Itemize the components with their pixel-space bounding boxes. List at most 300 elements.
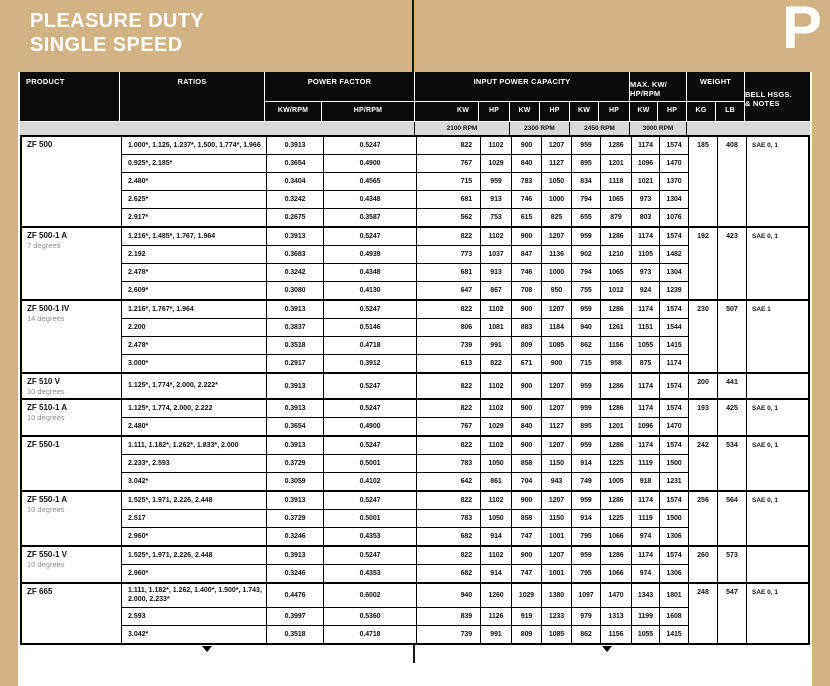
hp-per-rpm-cell: 0.5247	[324, 492, 416, 509]
power-value-cell: 883	[512, 319, 541, 336]
power-value-cell: 1207	[542, 374, 571, 398]
power-value-cell: 715	[417, 173, 480, 190]
hp-per-rpm-cell: 0.4353	[324, 565, 416, 582]
power-value-cell: 1207	[542, 547, 571, 564]
ratios-cell: 2.960*	[122, 565, 266, 582]
power-value-cell: 914	[572, 510, 600, 527]
ratios-cell: 1.125*, 1.774*, 2.000, 2.222*	[122, 374, 266, 398]
kw-per-rpm-cell: 0.3913	[267, 374, 323, 398]
power-value-cell: 1574	[660, 547, 688, 564]
ratios-cell: 1.000*, 1.125, 1.237*, 1.500, 1.774*, 1.966	[122, 137, 266, 154]
page-title-line2: SINGLE SPEED	[30, 34, 183, 56]
power-value-cell: 795	[572, 565, 600, 582]
weight-lb-cell: 507	[718, 301, 746, 372]
hp-per-rpm-cell: 0.4565	[324, 173, 416, 190]
power-value-cell: 959	[481, 173, 511, 190]
product-cell	[22, 228, 121, 299]
product-group	[22, 492, 808, 545]
product-cell	[22, 374, 121, 398]
product-cell	[22, 400, 121, 435]
weight-kg-cell: 248	[689, 584, 717, 643]
ratios-cell: 3.042*	[122, 473, 266, 490]
power-value-cell: 974	[632, 565, 659, 582]
power-value-cell: 773	[417, 246, 480, 263]
hp-per-rpm-cell: 0.6002	[324, 584, 416, 607]
power-value-cell: 1482	[660, 246, 688, 263]
power-value-cell: 1151	[632, 319, 659, 336]
ratios-cell: 2.478*	[122, 264, 266, 281]
hp-per-rpm-cell: 0.4900	[324, 155, 416, 172]
weight-lb-cell: 547	[718, 584, 746, 643]
subheader-hp: HP	[658, 102, 686, 121]
power-value-cell: 914	[572, 455, 600, 472]
power-value-cell: 1102	[481, 547, 511, 564]
hp-per-rpm-cell: 0.5247	[324, 374, 416, 398]
power-value-cell: 900	[512, 228, 541, 245]
product-group	[22, 228, 808, 299]
kw-per-rpm-cell: 0.2675	[267, 209, 323, 226]
hp-per-rpm-cell: 0.4718	[324, 337, 416, 354]
power-value-cell: 1199	[632, 608, 659, 625]
ratios-cell: 3.042*	[122, 626, 266, 643]
power-value-cell: 1801	[660, 584, 688, 607]
power-value-cell: 958	[601, 355, 631, 372]
power-value-cell: 1105	[632, 246, 659, 263]
power-value-cell: 1574	[660, 137, 688, 154]
kw-per-rpm-cell: 0.3913	[267, 492, 323, 509]
power-value-cell: 900	[512, 400, 541, 417]
power-value-cell: 991	[481, 626, 511, 643]
power-value-cell: 1085	[542, 337, 571, 354]
power-value-cell: 1500	[660, 455, 688, 472]
power-value-cell: 1174	[632, 137, 659, 154]
hp-per-rpm-cell: 0.5247	[324, 437, 416, 454]
power-value-cell: 822	[481, 355, 511, 372]
product-group	[22, 374, 808, 398]
continuation-arrow-left-icon	[202, 646, 212, 652]
power-value-cell: 1313	[601, 608, 631, 625]
power-value-cell: 1184	[542, 319, 571, 336]
power-value-cell: 1127	[542, 418, 571, 435]
power-value-cell: 900	[512, 547, 541, 564]
kw-per-rpm-cell: 0.3059	[267, 473, 323, 490]
subheader-kw: KW	[415, 102, 478, 121]
page-title	[30, 9, 204, 57]
kw-per-rpm-cell: 0.3837	[267, 319, 323, 336]
product-name: ZF 500-1 IV	[27, 304, 70, 313]
weight-lb-cell: 408	[718, 137, 746, 226]
power-value-cell: 822	[417, 547, 480, 564]
max-header-line1: MAX. KW/	[630, 80, 668, 89]
power-value-cell: 858	[512, 455, 541, 472]
power-value-cell: 919	[512, 608, 541, 625]
power-value-cell: 900	[512, 374, 541, 398]
power-value-cell: 739	[417, 626, 480, 643]
power-value-cell: 959	[572, 492, 600, 509]
ratios-cell: 2.192	[122, 246, 266, 263]
bottom-divider-line	[413, 645, 415, 663]
product-cell	[22, 492, 121, 545]
rpm-subheader	[20, 122, 810, 135]
power-value-cell: 1097	[572, 584, 600, 607]
weight-kg-cell: 200	[689, 374, 717, 398]
rpm-label-3000: 3000 RPM	[630, 122, 686, 135]
power-value-cell: 795	[572, 528, 600, 545]
hp-per-rpm-cell: 0.4102	[324, 473, 416, 490]
kw-per-rpm-cell: 0.3080	[267, 282, 323, 299]
power-value-cell: 959	[572, 400, 600, 417]
power-value-cell: 794	[572, 264, 600, 281]
continuation-arrow-right-icon	[602, 646, 612, 652]
notes-cell: SAE 0, 1	[747, 437, 808, 490]
power-value-cell: 822	[417, 228, 480, 245]
hp-per-rpm-cell: 0.4130	[324, 282, 416, 299]
power-value-cell: 900	[512, 137, 541, 154]
power-value-cell: 1574	[660, 400, 688, 417]
weight-kg-cell: 260	[689, 547, 717, 582]
power-value-cell: 1012	[601, 282, 631, 299]
hp-per-rpm-cell: 0.5247	[324, 400, 416, 417]
ratios-cell: 2.960*	[122, 528, 266, 545]
power-value-cell: 1415	[660, 337, 688, 354]
ratios-cell: 2.200	[122, 319, 266, 336]
power-value-cell: 1102	[481, 492, 511, 509]
power-value-cell: 895	[572, 155, 600, 172]
notes-cell: SAE 0, 1	[747, 400, 808, 435]
power-value-cell: 1065	[601, 191, 631, 208]
kw-per-rpm-cell: 0.3913	[267, 437, 323, 454]
power-value-cell: 1239	[660, 282, 688, 299]
power-value-cell: 822	[417, 374, 480, 398]
power-value-cell: 681	[417, 264, 480, 281]
power-value-cell: 1470	[601, 584, 631, 607]
ratios-cell: 2.625*	[122, 191, 266, 208]
rpm-label-2100: 2100 RPM	[415, 122, 509, 135]
product-cell	[22, 547, 121, 582]
power-value-cell: 847	[512, 246, 541, 263]
power-value-cell: 1136	[542, 246, 571, 263]
power-value-cell: 1286	[601, 492, 631, 509]
power-value-cell: 1102	[481, 374, 511, 398]
kw-per-rpm-cell: 0.3404	[267, 173, 323, 190]
power-value-cell: 1608	[660, 608, 688, 625]
notes-cell: SAE 1	[747, 301, 808, 372]
column-header-max-kw-hp-rpm	[630, 72, 686, 101]
power-value-cell: 1174	[632, 547, 659, 564]
power-value-cell: 1500	[660, 510, 688, 527]
product-degrees: 10 degrees	[27, 413, 65, 422]
power-value-cell: 914	[481, 528, 511, 545]
power-value-cell: 1001	[542, 565, 571, 582]
ratios-cell: 1.525*, 1.971, 2.226, 2.448	[122, 492, 266, 509]
power-value-cell: 1005	[601, 473, 631, 490]
power-value-cell: 1156	[601, 337, 631, 354]
power-value-cell: 615	[512, 209, 541, 226]
weight-lb-cell: 441	[718, 374, 746, 398]
power-value-cell: 974	[632, 528, 659, 545]
power-value-cell: 1470	[660, 155, 688, 172]
ratios-cell: 2.517	[122, 510, 266, 527]
product-cell	[22, 137, 121, 226]
power-value-cell: 840	[512, 155, 541, 172]
power-value-cell: 900	[542, 355, 571, 372]
power-value-cell: 1207	[542, 301, 571, 318]
power-value-cell: 959	[572, 374, 600, 398]
product-degrees: 10 degrees	[27, 505, 65, 514]
power-value-cell: 861	[481, 473, 511, 490]
power-value-cell: 1574	[660, 228, 688, 245]
power-value-cell: 613	[417, 355, 480, 372]
power-value-cell: 1306	[660, 528, 688, 545]
hp-per-rpm-cell: 0.5001	[324, 455, 416, 472]
ratios-cell: 2.233*, 2.593	[122, 455, 266, 472]
kw-per-rpm-cell: 0.3913	[267, 137, 323, 154]
power-value-cell: 1260	[481, 584, 511, 607]
power-value-cell: 1055	[632, 337, 659, 354]
power-value-cell: 747	[512, 565, 541, 582]
product-name: ZF 550-1 A	[27, 495, 68, 504]
power-value-cell: 747	[512, 528, 541, 545]
hp-per-rpm-cell: 0.5146	[324, 319, 416, 336]
power-value-cell: 1174	[660, 355, 688, 372]
bell-header-line1: BELL HSGS.	[745, 90, 792, 99]
power-value-cell: 642	[417, 473, 480, 490]
power-value-cell: 794	[572, 191, 600, 208]
weight-kg-cell: 242	[689, 437, 717, 490]
kw-per-rpm-cell: 0.3246	[267, 528, 323, 545]
hp-per-rpm-cell: 0.3912	[324, 355, 416, 372]
power-value-cell: 647	[417, 282, 480, 299]
power-value-cell: 940	[417, 584, 480, 607]
weight-lb-cell: 573	[718, 547, 746, 582]
power-value-cell: 1119	[632, 510, 659, 527]
power-value-cell: 822	[417, 137, 480, 154]
power-value-cell: 822	[417, 437, 480, 454]
power-value-cell: 767	[417, 418, 480, 435]
power-value-cell: 1102	[481, 400, 511, 417]
kw-per-rpm-cell: 0.3913	[267, 228, 323, 245]
power-value-cell: 1000	[542, 264, 571, 281]
column-header-input-power: INPUT POWER CAPACITY	[415, 72, 629, 101]
hp-per-rpm-cell: 0.5247	[324, 547, 416, 564]
kw-per-rpm-cell: 0.3729	[267, 455, 323, 472]
notes-cell: SAE 0, 1	[747, 584, 808, 643]
power-value-cell: 862	[572, 626, 600, 643]
rpm-blank-right	[687, 122, 810, 135]
rpm-blank-left	[20, 122, 414, 135]
weight-lb-cell: 564	[718, 492, 746, 545]
ratios-cell: 2.480*	[122, 418, 266, 435]
kw-per-rpm-cell: 0.3654	[267, 155, 323, 172]
power-value-cell: 1225	[601, 510, 631, 527]
power-value-cell: 875	[632, 355, 659, 372]
weight-kg-cell: 230	[689, 301, 717, 372]
product-group	[22, 400, 808, 435]
column-header-ratios: RATIOS	[120, 72, 264, 121]
power-value-cell: 1286	[601, 301, 631, 318]
power-value-cell: 1174	[632, 301, 659, 318]
power-value-cell: 1174	[632, 492, 659, 509]
subheader-hp: HP	[599, 102, 629, 121]
column-header-bell-housings-notes	[745, 72, 810, 121]
power-value-cell: 806	[417, 319, 480, 336]
power-value-cell: 1021	[632, 173, 659, 190]
power-value-cell: 1029	[481, 418, 511, 435]
power-value-cell: 902	[572, 246, 600, 263]
bell-header-line2: & NOTES	[745, 99, 780, 108]
table-header	[20, 72, 810, 121]
ratios-cell: 2.609*	[122, 282, 266, 299]
product-name: ZF 500-1 A	[27, 231, 68, 240]
hp-per-rpm-cell: 0.5247	[324, 137, 416, 154]
power-value-cell: 753	[481, 209, 511, 226]
power-value-cell: 783	[417, 510, 480, 527]
power-value-cell: 746	[512, 191, 541, 208]
power-value-cell: 1304	[660, 264, 688, 281]
power-value-cell: 1050	[481, 455, 511, 472]
notes-cell: SAE 0, 1	[747, 137, 808, 226]
power-value-cell: 1574	[660, 374, 688, 398]
power-value-cell: 1065	[601, 264, 631, 281]
power-value-cell: 783	[512, 173, 541, 190]
power-value-cell: 1544	[660, 319, 688, 336]
weight-kg-cell: 185	[689, 137, 717, 226]
power-value-cell: 1174	[632, 228, 659, 245]
power-value-cell: 973	[632, 191, 659, 208]
power-value-cell: 1037	[481, 246, 511, 263]
power-value-cell: 1102	[481, 228, 511, 245]
product-name: ZF 550-1	[27, 440, 60, 449]
hp-per-rpm-cell: 0.4348	[324, 264, 416, 281]
kw-per-rpm-cell: 0.3729	[267, 510, 323, 527]
power-value-cell: 943	[542, 473, 571, 490]
ratios-cell: 1.125*, 1.774, 2.000, 2.222	[122, 400, 266, 417]
product-cell	[22, 584, 121, 643]
power-value-cell: 1470	[660, 418, 688, 435]
power-value-cell: 913	[481, 264, 511, 281]
subheader-hp-rpm: HP/RPM	[322, 102, 414, 121]
power-value-cell: 825	[542, 209, 571, 226]
page-title-line1: PLEASURE DUTY	[30, 10, 205, 32]
rpm-label-2300: 2300 RPM	[510, 122, 569, 135]
power-value-cell: 822	[417, 492, 480, 509]
weight-lb-cell: 423	[718, 228, 746, 299]
kw-per-rpm-cell: 0.2917	[267, 355, 323, 372]
power-value-cell: 1286	[601, 547, 631, 564]
weight-kg-cell: 193	[689, 400, 717, 435]
product-group	[22, 547, 808, 582]
kw-per-rpm-cell: 0.3242	[267, 264, 323, 281]
kw-per-rpm-cell: 0.3518	[267, 337, 323, 354]
power-value-cell: 1066	[601, 565, 631, 582]
power-value-cell: 682	[417, 528, 480, 545]
power-value-cell: 924	[632, 282, 659, 299]
power-value-cell: 1225	[601, 455, 631, 472]
power-value-cell: 867	[481, 282, 511, 299]
power-value-cell: 655	[572, 209, 600, 226]
weight-kg-cell: 256	[689, 492, 717, 545]
product-group	[22, 437, 808, 490]
hp-per-rpm-cell: 0.4939	[324, 246, 416, 263]
power-value-cell: 1207	[542, 437, 571, 454]
product-degrees: 14 degrees	[27, 314, 65, 323]
kw-per-rpm-cell: 0.3913	[267, 547, 323, 564]
power-value-cell: 1233	[542, 608, 571, 625]
notes-cell: SAE 0, 1	[747, 228, 808, 299]
product-degrees: 10 degrees	[27, 387, 65, 396]
power-value-cell: 1000	[542, 191, 571, 208]
ratios-cell: 0.925*, 2.185*	[122, 155, 266, 172]
power-value-cell: 1001	[542, 528, 571, 545]
ratios-cell: 2.480*	[122, 173, 266, 190]
power-value-cell: 809	[512, 337, 541, 354]
product-cell	[22, 437, 121, 490]
notes-cell	[747, 547, 808, 582]
power-value-cell: 1076	[660, 209, 688, 226]
power-value-cell: 1102	[481, 437, 511, 454]
power-value-cell: 1207	[542, 492, 571, 509]
power-value-cell: 739	[417, 337, 480, 354]
ratios-cell: 2.917*	[122, 209, 266, 226]
ratios-cell: 1.216*, 1.767*, 1.964	[122, 301, 266, 318]
power-value-cell: 1085	[542, 626, 571, 643]
product-name: ZF 510-1 A	[27, 403, 68, 412]
power-value-cell: 1156	[601, 626, 631, 643]
power-value-cell: 1370	[660, 173, 688, 190]
power-value-cell: 940	[572, 319, 600, 336]
table-footer-strip	[20, 645, 810, 663]
power-value-cell: 822	[417, 400, 480, 417]
kw-per-rpm-cell: 0.3683	[267, 246, 323, 263]
product-group	[22, 301, 808, 372]
power-value-cell: 959	[572, 547, 600, 564]
ratios-cell: 2.593	[122, 608, 266, 625]
power-value-cell: 959	[572, 301, 600, 318]
power-value-cell: 1174	[632, 374, 659, 398]
kw-per-rpm-cell: 0.3242	[267, 191, 323, 208]
power-value-cell: 1102	[481, 301, 511, 318]
power-value-cell: 914	[481, 565, 511, 582]
power-value-cell: 1574	[660, 492, 688, 509]
power-value-cell: 1066	[601, 528, 631, 545]
power-value-cell: 1343	[632, 584, 659, 607]
power-value-cell: 918	[632, 473, 659, 490]
power-value-cell: 708	[512, 282, 541, 299]
power-value-cell: 979	[572, 608, 600, 625]
subheader-kw-rpm: KW/RPM	[265, 102, 321, 121]
ratios-cell: 3.000*	[122, 355, 266, 372]
power-value-cell: 1055	[632, 626, 659, 643]
kw-per-rpm-cell: 0.3913	[267, 301, 323, 318]
rpm-label-2450: 2450 RPM	[570, 122, 629, 135]
power-value-cell: 991	[481, 337, 511, 354]
power-value-cell: 1050	[481, 510, 511, 527]
power-value-cell: 1286	[601, 400, 631, 417]
power-value-cell: 1306	[660, 565, 688, 582]
power-value-cell: 562	[417, 209, 480, 226]
power-value-cell: 1207	[542, 228, 571, 245]
kw-per-rpm-cell: 0.3518	[267, 626, 323, 643]
power-value-cell: 900	[512, 437, 541, 454]
section-letter: P	[781, 0, 822, 61]
power-value-cell: 1286	[601, 137, 631, 154]
ratios-cell: 1.216*, 1.485*, 1.767, 1.964	[122, 228, 266, 245]
power-value-cell: 1029	[512, 584, 541, 607]
power-value-cell: 1150	[542, 510, 571, 527]
kw-per-rpm-cell: 0.3246	[267, 565, 323, 582]
power-value-cell: 1286	[601, 228, 631, 245]
power-value-cell: 1081	[481, 319, 511, 336]
